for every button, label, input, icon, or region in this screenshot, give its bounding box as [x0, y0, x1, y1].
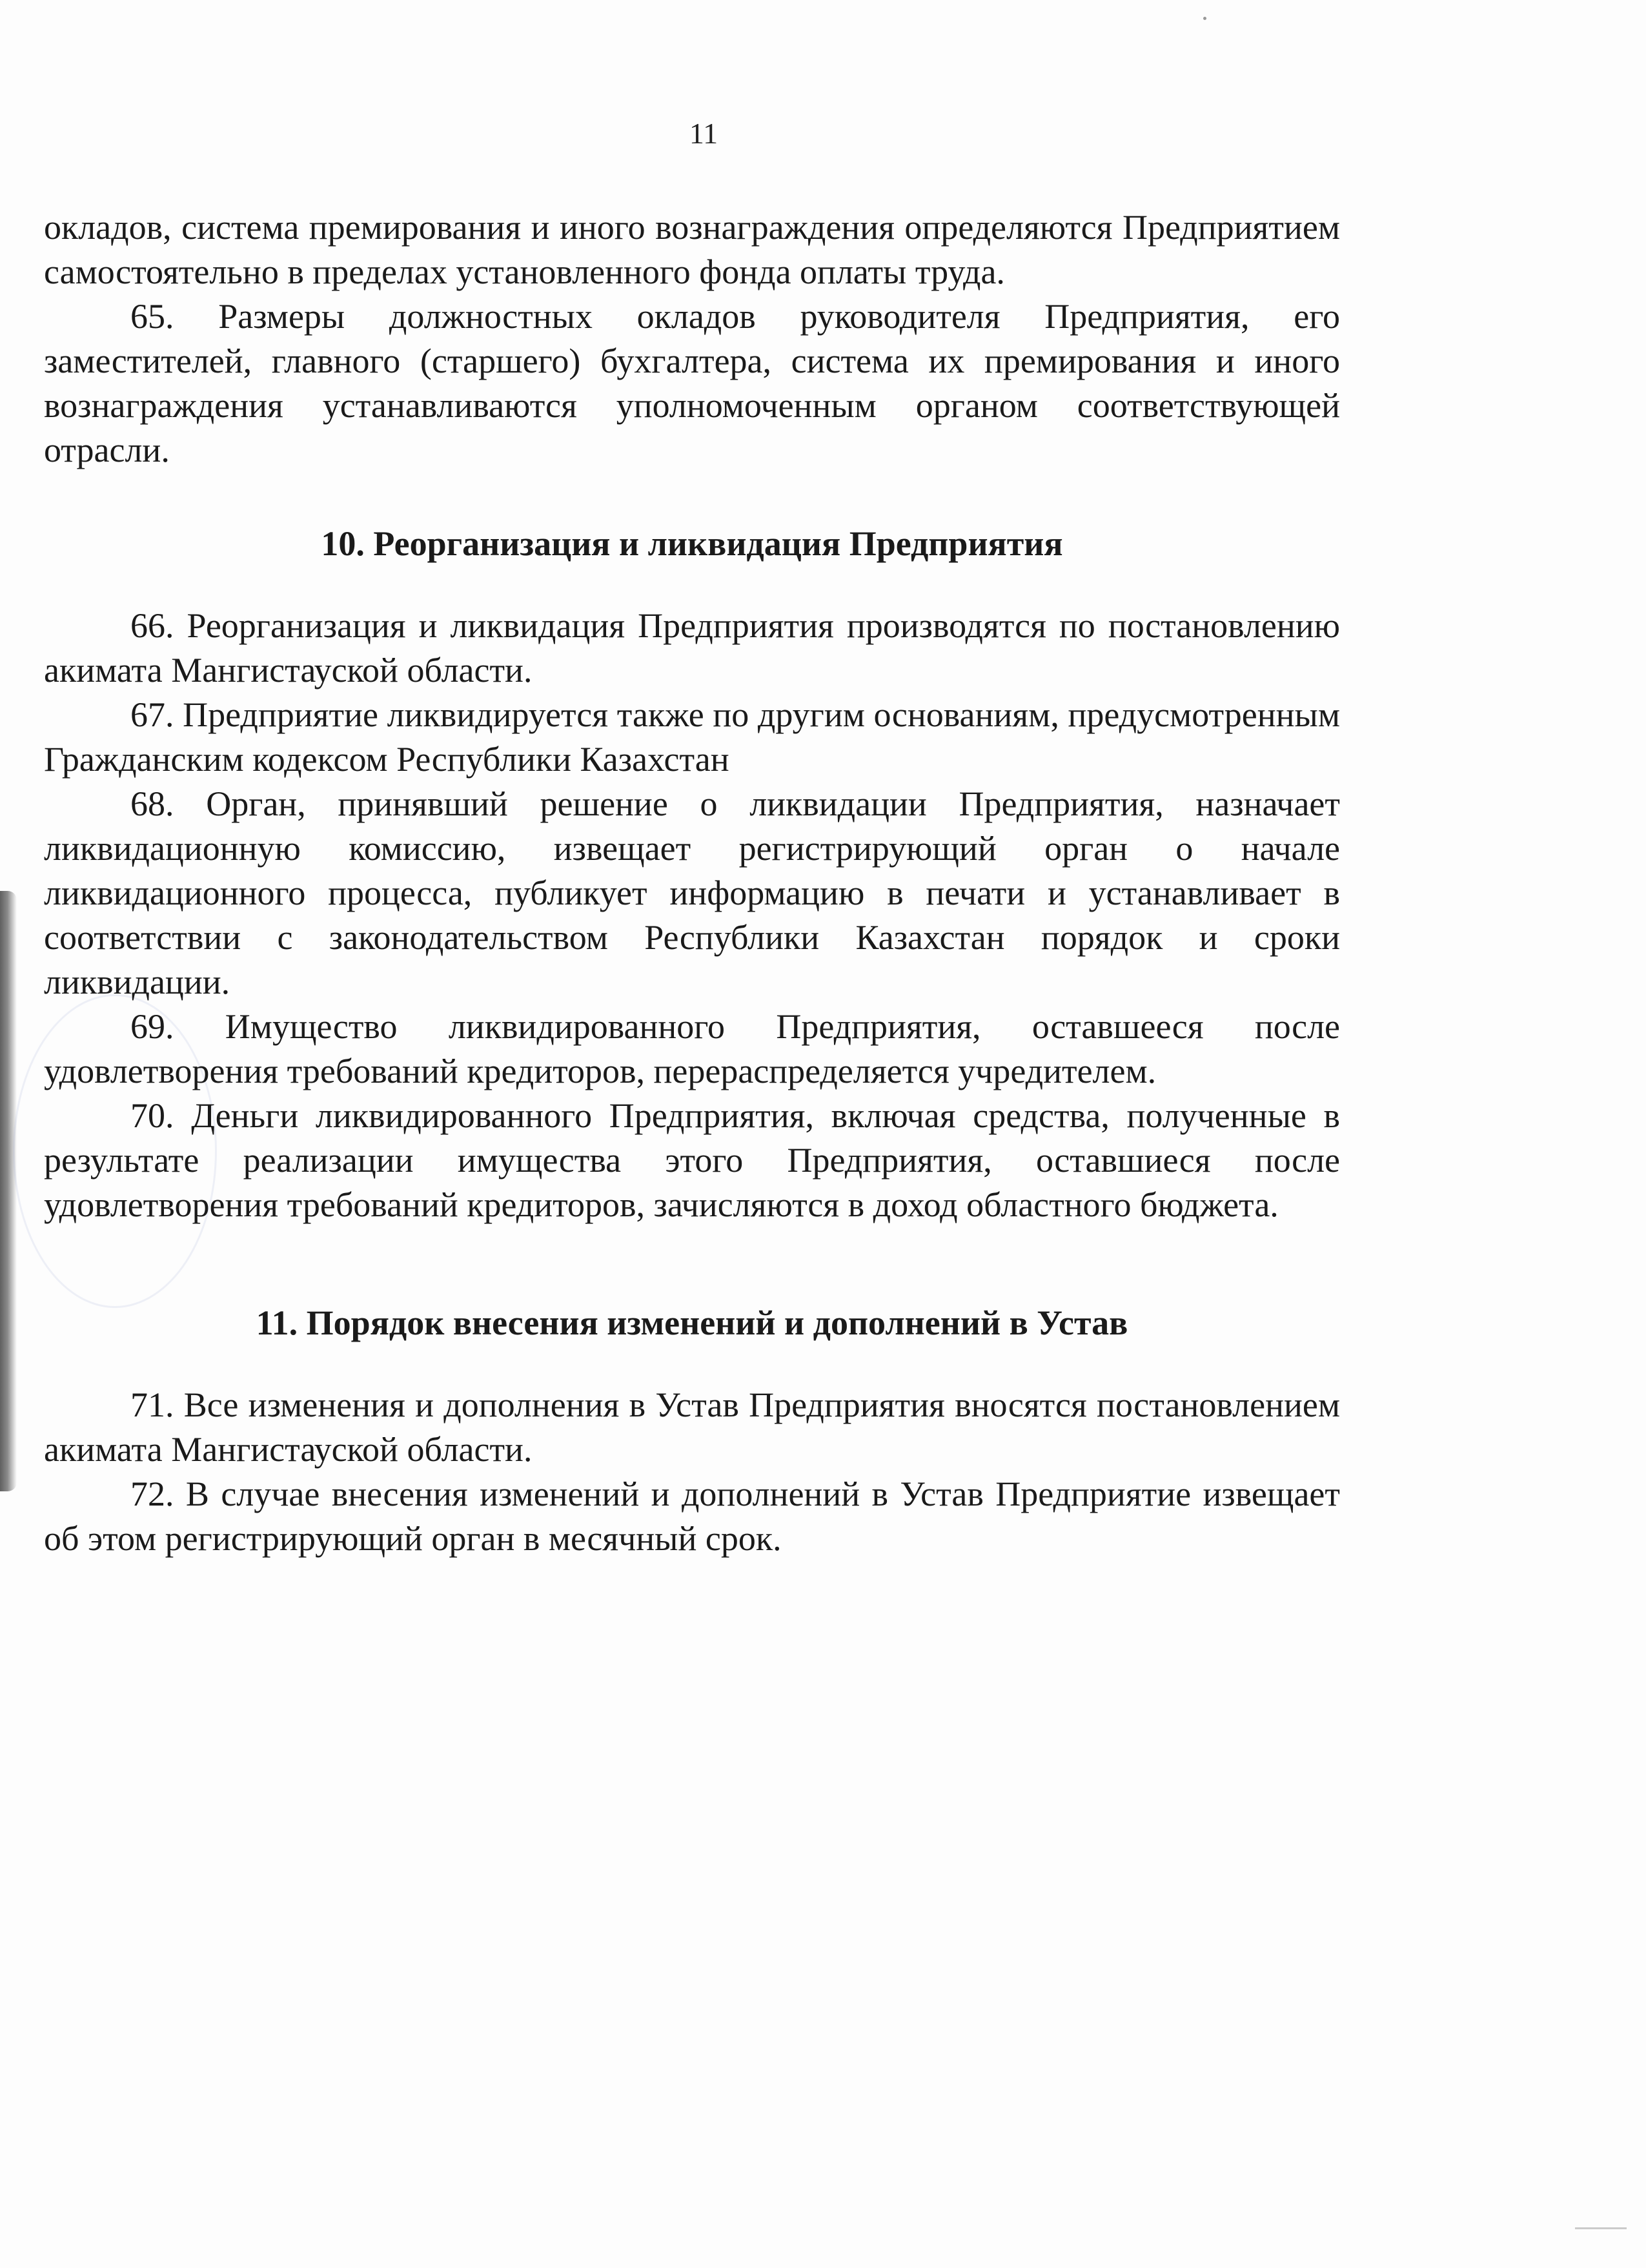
scan-speck — [1203, 17, 1206, 20]
paragraph-continuation: окладов, система премирования и иного вознаграждения определяются Предприятием самостоятельно в пределах установленного фонда оплаты труда. — [44, 208, 1340, 291]
paragraph-69: 69. Имущество ликвидированного Предприятия, оставшееся после удовлетворения требований кредиторов, перераспределяется учредителем. — [44, 1007, 1340, 1090]
spacer — [44, 566, 1340, 604]
paragraph-70: 70. Деньги ликвидированного Предприятия, включая средства, полученные в результате реализации имущества этого Предприятия, оставшиеся после удовлетворения требований кредиторов, зачисляются в доход областного бюджета. — [44, 1096, 1340, 1224]
spacer — [44, 473, 1340, 522]
paragraph-72: 72. В случае внесения изменений и дополнений в Устав Предприятие извещает об этом регистрирующий орган в месячный срок. — [44, 1475, 1340, 1558]
document-body — [44, 205, 1340, 1561]
page-number: 11 — [689, 117, 718, 150]
paragraph-71: 71. Все изменения и дополнения в Устав Предприятия вносятся постановлением акимата Мангистауской области. — [44, 1385, 1340, 1469]
spacer — [44, 1227, 1340, 1301]
section-heading-10: 10. Реорганизация и ликвидация Предприятия — [321, 524, 1063, 563]
scan-edge-mark — [1575, 2227, 1627, 2229]
section-heading-11: 11. Порядок внесения изменений и дополнений в Устав — [256, 1303, 1128, 1342]
paragraph-66: 66. Реорганизация и ликвидация Предприятия производятся по постановлению акимата Мангистауской области. — [44, 606, 1340, 690]
paragraph-65: 65. Размеры должностных окладов руководителя Предприятия, его заместителей, главного (старшего) бухгалтера, система их премирования и иного вознаграждения устанавливаются уполномоченным органом соответствующей отрасли. — [44, 297, 1340, 469]
paragraph-67: 67. Предприятие ликвидируется также по другим основаниям, предусмотренным Гражданским кодексом Республики Казахстан — [44, 695, 1340, 779]
scan-edge-shadow — [0, 891, 17, 1491]
paragraph-68: 68. Орган, принявший решение о ликвидации Предприятия, назначает ликвидационную комиссию, извещает регистрирующий орган о начале ликвидационного процесса, публикует информацию в печати и устанавливает в соответствии с законодательством Республики Казахстан порядок и сроки ликвидации. — [44, 784, 1340, 1001]
spacer — [44, 1345, 1340, 1383]
